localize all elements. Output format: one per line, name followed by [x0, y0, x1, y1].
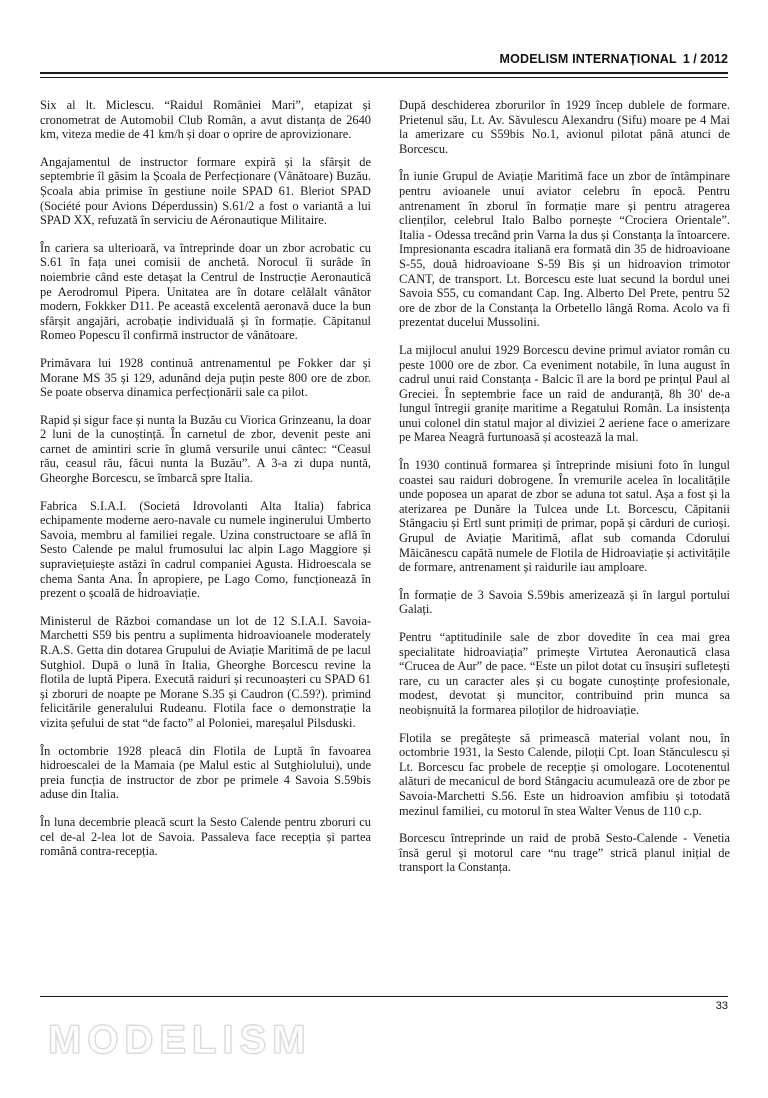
paragraph: În octombrie 1928 pleacă din Flotila de Luptă în favoarea hidroescalei de la Mamaia (pe Malul estic al Sutghiolului), unde preia funcția de instructor de zbor pe primele 4 Savoia S.59bis aduse din Italia.	[40, 743, 371, 802]
paragraph: Flotila se pregătește să primească material volant nou, în octombrie 1931, la Sesto Calende, piloții Cpt. Ioan Stănculescu și Lt. Borcescu fac probele de recepție și omologare. Locotenentul alături de mecanicul de bord Stângaciu acumulează ore de zbor pe Savoia-Marchetti S.56. Este un hidroavion amfibiu și totodată mezinul familiei, cu motorul în stea Walter Venus de 110 c.p.	[399, 730, 730, 818]
paragraph: Six al lt. Miclescu. “Raidul României Mari”, etapizat și cronometrat de Automobil Club Român, a avut distanța de 2640 km, viteza medie de 41 km/h și doar o oprire de aprovizionare.	[40, 98, 371, 142]
paragraph: La mijlocul anului 1929 Borcescu devine primul aviator român cu peste 1000 ore de zbor. Ca eveniment notabile, în luna august în cadrul unui raid Constanța - Balcic îl are la bord pe prințul Paul al Greciei. În septembrie face un raid de anduranță, 8h 30' de-a lungul întregii granițe maritime a Regatului Român. La insistența unui colonel din statul major al diviziei 2 aeriene face o amerizare pe Marea Neagră furtunoasă și acostează la mal.	[399, 342, 730, 445]
paragraph: În iunie Grupul de Aviație Maritimă face un zbor de întâmpinare pentru avioanele unui aviator celebru în epocă. Pentru antrenament în zborul în formație mare și pentru atragerea clienților, celebrul Italo Balbo pornește “Crociera Orientale”. Italia - Odessa trecând prin Varna la dus și Constanța la întoarcere. Impresionanta escadra italiană era formată din 35 de hidroavioane S-55, două hidroavioane S-59 Bis și un hidroavion trimotor CANT, de transport. Lt. Borcescu este luat secund la bordul unei Savoia S55, cu comandant Cap. Ing. Alberto Del Prete, pentru 52 ore de zbor de la Constanța la Orbetello lângă Roma. Acolo va fi prezentat ducelui Mussolini.	[399, 169, 730, 330]
header-divider-thick	[40, 72, 728, 74]
paragraph: Pentru “aptitudinile sale de zbor dovedite în cea mai grea specialitate hidroaviația” primește Virtutea Aeronautică clasa “Crucea de Aur” de pace. “Este un pilot dotat cu însușiri sufletești rare, cu un caracter ales și cu bogate cunoștințe profesionale, modest, devotat și muncitor, contribuind prin munca sa neobișnuită la formarea piloților de hidroaviație.	[399, 630, 730, 717]
footer-divider	[40, 996, 728, 997]
paragraph: Ministerul de Război comandase un lot de 12 S.I.A.I. Savoia-Marchetti S59 bis pentru a suplimenta hidroavioanele moderately R.A.S. Getta din dotarea Grupului de Aviație Maritimă de pe lacul Sutghiol. După o lună în Italia, Gheorghe Borcescu revine la flotila de luptă Pipera. Execută raiduri și recunoașteri cu SPAD 61 și zboruri de noapte pe Morane S.35 și Caudron (C.59?). primind felicitările generalului Rudeanu. Flotila face o demonstrație la vizita șefului de stat “de facto” al Poloniei, mareșalul Pilsduski.	[40, 613, 371, 730]
text-column-right	[399, 98, 730, 978]
paragraph: Primăvara lui 1928 continuă antrenamentul pe Fokker dar și Morane MS 35 și 129, adunând deja puțin peste 800 ore de zbor. Se poate observa dinamica perfecționării sale ca pilot.	[40, 355, 371, 400]
issue-number: 1 / 2012	[682, 52, 728, 66]
paragraph: Rapid și sigur face și nunta la Buzău cu Viorica Grinzeanu, la doar 2 luni de la cunoștință. În carnetul de zbor, devenit peste ani carnet de amintiri scrie în glumă versurile unui cântec: “Ceasul rău, ceasul rău, făcui nunta la Buzău”. A 3-a zi dupa nuntă, Gheorghe Borcescu, se îmbarcă spre Italia.	[40, 412, 371, 486]
watermark-logo: MODELISM	[48, 1018, 312, 1062]
text-column-left	[40, 98, 371, 978]
header-divider-thin	[40, 77, 728, 78]
paragraph: În luna decembrie pleacă scurt la Sesto Calende pentru zboruri cu cel de-al 2-lea lot de Savoia. Passaleva face recepția și partea română contra-recepția.	[40, 814, 371, 859]
paragraph: După deschiderea zborurilor în 1929 încep dublele de formare. Prietenul său, Lt. Av. Săvulescu Alexandru (Sifu) moare pe 4 Mai la amerizare cu S59bis No.1, avionul pilotat până atunci de Borcescu.	[399, 98, 730, 156]
page-header	[40, 50, 728, 68]
page-number: 33	[715, 1000, 728, 1012]
paragraph: În cariera sa ulterioară, va întreprinde doar un zbor acrobatic cu S.61 în fața unei comisii de anchetă. Norocul îi surâde în noiembrie când este detașat la Centrul de Instrucție Aeronautică pe Aerodromul Pipera. Unitatea are în dotare celălalt vânător modern, Fokkker D11. Pe această excelentă aeronavă duce la bun sfârșit angajări, acrobație individuală și în formație. Căpitanul Romeo Popescu îl confirmă instructor de vânătoare.	[40, 240, 371, 343]
paragraph: Fabrica S.I.A.I. (Societá Idrovolanti Alta Italia) fabrica echipamente moderne aero-navale cu numele inginerului Umberto Savoia, membru al familiei regale. Uzina constructoare se află în Sesto Calende pe malul frumosului lac alpin Lago Maggiore și supraviețuiește astăzi în cadrul companiei Agusta. Hidroescala se chema Santa Ana. În apropiere, pe Lago Como, funcționează în prezent o școală de hidroaviație.	[40, 498, 371, 601]
article-body	[40, 98, 730, 978]
paragraph: Angajamentul de instructor formare expiră și la sfârșit de septembrie îl găsim la Școala de Perfecționare (Vânătoare) Buzău. Școala abia primise în gestiune noile SPAD 61. Bleriot SPAD (Société pour Avions Déperdussin) S.61/2 a fost o variantă a lui SPAD XX, refuzată în serviciu de Aéronautique Militaire.	[40, 154, 371, 228]
paragraph: În formație de 3 Savoia S.59bis amerizează și în largul portului Galați.	[399, 587, 730, 617]
paragraph: Borcescu întreprinde un raid de probă Sesto-Calende - Venetia însă gerul și motorul care “nu trage” strică planul inițial de transport la Constanța.	[399, 831, 730, 875]
paragraph: În 1930 continuă formarea și întreprinde misiuni foto în lungul coastei sau raiduri dobrogene. În vremurile acelea în localitățile unde poposea un aparat de zbor se aduna tot satul. Așa a fost și la aterizarea pe Dunăre la Tulcea unde Lt. Borcescu, Căpitanii Stângaciu și Ertl sunt primiți de primar, popă și cărduri de curioși. Grupul de Aviație Maritimă, aflat sub comanda Cdorului Măicănescu capătă numele de Flotila de Hidroaviație și activitățile de formare, antrenament și raidurile iau amploare.	[399, 458, 730, 575]
magazine-title: MODELISM INTERNAȚIONAL	[499, 52, 677, 66]
